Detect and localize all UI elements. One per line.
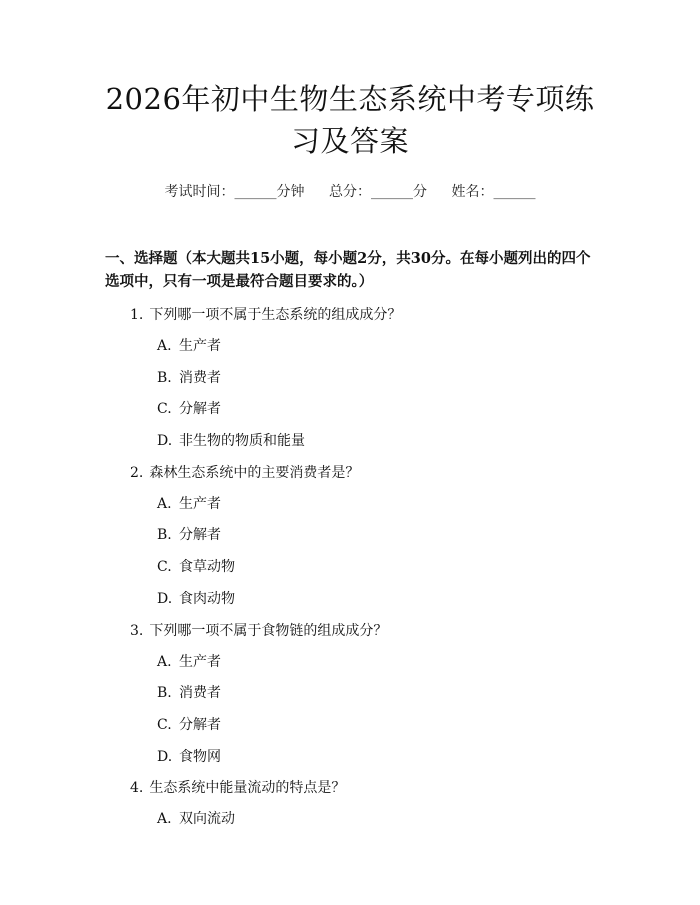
option-key: C. <box>157 401 172 418</box>
exam-time-field: 考试时间：______分钟 <box>164 184 305 200</box>
question-2 <box>105 463 595 609</box>
option-b <box>105 368 595 388</box>
option-text: 非生物的物质和能量 <box>179 433 305 450</box>
option-text: 分解者 <box>179 527 221 544</box>
option-text: 生产者 <box>179 495 221 512</box>
option-a <box>105 809 595 829</box>
option-a <box>105 494 595 514</box>
option-text: 分解者 <box>179 401 221 418</box>
option-a <box>105 336 595 356</box>
question-number: 4. <box>130 780 144 797</box>
option-d <box>105 747 595 767</box>
option-key: A. <box>157 338 172 354</box>
option-list <box>105 494 595 609</box>
question-list <box>105 305 595 829</box>
student-name-field: 姓名：______ <box>451 184 536 200</box>
option-text: 食草动物 <box>179 559 235 576</box>
option-key: C. <box>157 559 172 576</box>
option-text: 食物网 <box>179 748 221 765</box>
question-text: 下列哪一项不属于生态系统的组成成分？ <box>149 307 402 323</box>
option-key: B. <box>157 685 172 702</box>
option-key: D. <box>157 748 173 765</box>
option-c <box>105 715 595 735</box>
option-a <box>105 652 595 672</box>
question-number: 3. <box>130 622 144 639</box>
option-text: 食肉动物 <box>179 590 235 607</box>
option-text: 双向流动 <box>179 811 235 828</box>
option-key: D. <box>157 433 173 450</box>
option-list <box>105 336 595 451</box>
option-list <box>105 809 595 829</box>
option-text: 生产者 <box>179 338 221 354</box>
option-key: A. <box>157 495 172 512</box>
total-score-field: 总分：______分 <box>329 184 427 200</box>
question-stem <box>105 305 595 325</box>
question-stem <box>105 778 595 798</box>
question-number: 2. <box>130 464 144 481</box>
option-list <box>105 652 595 767</box>
document-title: 2026年初中生物生态系统中考专项练习及答案 <box>105 82 595 158</box>
question-stem <box>105 463 595 483</box>
section-heading: 一、选择题（本大题共15小题，每小题2分，共30分。在每小题列出的四个选项中，只有一项是最符合题目要求的。） <box>105 250 591 290</box>
question-3 <box>105 621 595 767</box>
question-4 <box>105 778 595 829</box>
question-text: 森林生态系统中的主要消费者是？ <box>149 464 360 481</box>
question-text: 下列哪一项不属于食物链的组成成分？ <box>149 622 388 639</box>
option-key: B. <box>157 369 172 386</box>
option-key: A. <box>157 811 172 828</box>
option-d <box>105 431 595 451</box>
question-text: 生态系统中能量流动的特点是？ <box>149 780 346 797</box>
exam-meta <box>105 182 595 202</box>
question-stem <box>105 621 595 641</box>
option-b <box>105 525 595 545</box>
option-key: D. <box>157 590 173 607</box>
option-key: B. <box>157 527 172 544</box>
option-text: 分解者 <box>179 716 221 733</box>
option-d <box>105 589 595 609</box>
option-text: 消费者 <box>179 369 221 386</box>
option-b <box>105 683 595 703</box>
option-key: A. <box>157 653 172 670</box>
question-number: 1. <box>130 307 144 323</box>
option-text: 生产者 <box>179 653 221 670</box>
option-key: C. <box>157 716 172 733</box>
question-1 <box>105 305 595 451</box>
option-c <box>105 399 595 419</box>
option-c <box>105 557 595 577</box>
option-text: 消费者 <box>179 685 221 702</box>
